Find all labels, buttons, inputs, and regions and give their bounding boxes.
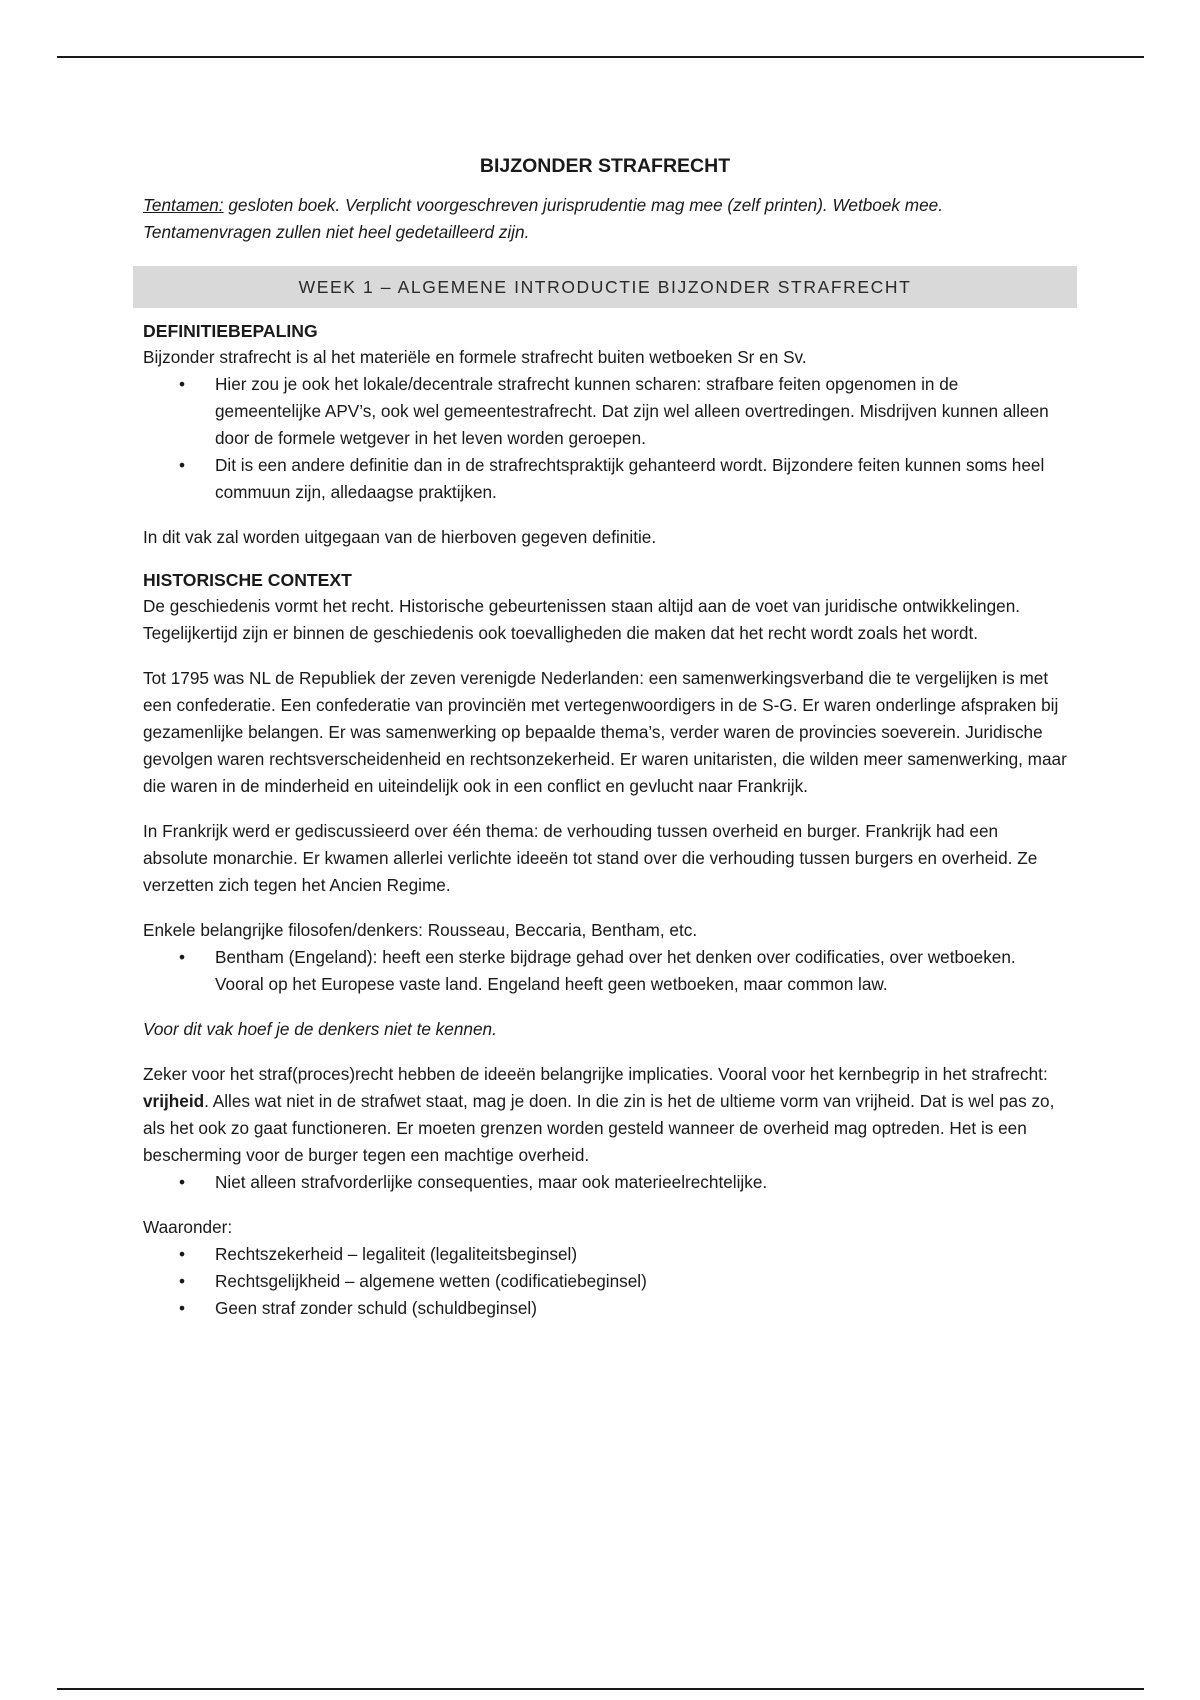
definitie-text: Bijzonder strafrecht is al het materiële en formele strafrecht buiten wetboeken Sr en Sv.: [143, 347, 807, 367]
beginselen-bullets: [143, 1241, 1067, 1322]
p6-text-b: . Alles wat niet in de strafwet staat, mag je doen. In die zin is het de ultieme vorm van vrijheid. Dat is wel pas zo, als het ook zo gaat functioneren. Er moeten grenzen worden gesteld wanneer de overheid mag optreden. Het is een bescherming voor de burger tegen een machtige overheid.: [143, 1091, 1055, 1165]
p6-text-a: Zeker voor het straf(proces)recht hebben de ideeën belangrijke implicaties. Vooral voor het kernbegrip in het strafrecht:: [143, 1064, 1048, 1084]
hist-paragraph-5: Voor dit vak hoef je de denkers niet te kennen.: [143, 1019, 497, 1039]
list-item: • Dit is een andere definitie dan in de strafrechtspraktijk gehanteerd wordt. Bijzondere feiten kunnen soms heel commuun zijn, alledaagse praktijken.: [215, 452, 1067, 506]
hist-paragraph-3: In Frankrijk werd er gediscussieerd over één thema: de verhouding tussen overheid en burger. Frankrijk had een absolute monarchie. Er kwamen allerlei verlichte ideeën tot stand over die verhouding tussen burgers en overheid. Ze verzetten zich tegen het Ancien Regime.: [143, 821, 1038, 895]
section-heading-definitie: DEFINITIEBEPALING: [143, 321, 318, 341]
list-item: • Niet alleen strafvorderlijke consequenties, maar ook materieelrechtelijke.: [215, 1169, 1067, 1196]
list-item: • Geen straf zonder schuld (schuldbeginsel): [215, 1295, 1067, 1322]
document-body: [143, 152, 1067, 1322]
list-item: • Hier zou je ook het lokale/decentrale strafrecht kunnen scharen: strafbare feiten opgenomen in de gemeentelijke APV’s, ook wel gemeentestrafrecht. Dat zijn wel alleen overtredingen. Misdrijven kunnen alleen door de formele wetgever in het leven worden geroepen.: [215, 371, 1067, 452]
keyword-vrijheid: vrijheid: [143, 1091, 205, 1111]
hist-paragraph-4: Enkele belangrijke filosofen/denkers: Rousseau, Beccaria, Bentham, etc.: [143, 920, 698, 940]
hist-paragraph-7: Waaronder:: [143, 1217, 233, 1237]
top-rule: [57, 56, 1144, 58]
list-item: • Rechtszekerheid – legaliteit (legaliteitsbeginsel): [215, 1241, 1067, 1268]
hist-paragraph-6: [143, 1061, 1067, 1169]
definitie-bullets: [143, 371, 1067, 506]
list-item: • Bentham (Engeland): heeft een sterke bijdrage gehad over het denken over codificaties, over wetboeken. Vooral op het Europese vaste land. Engeland heeft geen wetboeken, maar common law.: [215, 944, 1067, 998]
bottom-rule: [57, 1688, 1144, 1690]
document-title: BIJZONDER STRAFRECHT: [479, 155, 731, 177]
consequenties-bullets: [143, 1169, 1067, 1196]
definitie-after: In dit vak zal worden uitgegaan van de hierboven gegeven definitie.: [143, 527, 657, 547]
week-header: WEEK 1 – ALGEMENE INTRODUCTIE BIJZONDER STRAFRECHT: [133, 266, 1077, 308]
section-heading-historische-context: HISTORISCHE CONTEXT: [143, 570, 352, 590]
denkers-bullets: [143, 944, 1067, 998]
intro-label: Tentamen:: [143, 195, 224, 215]
hist-paragraph-2: Tot 1795 was NL de Republiek der zeven verenigde Nederlanden: een samenwerkingsverband die te vergelijken is met een confederatie. Een confederatie van provinciën met vertegenwoordigers in de S-G. Er waren onderlinge afspraken bij gezamenlijke belangen. Er was samenwerking op bepaalde thema’s, verder waren de provincies soeverein. Juridische gevolgen waren rechtsverscheidenheid en rechtsonzekerheid. Er waren unitaristen, die wilden meer samenwerking, maar die waren in de minderheid en uiteindelijk ook in een conflict en gevlucht naar Frankrijk.: [143, 668, 1067, 796]
list-item: • Rechtsgelijkheid – algemene wetten (codificatiebeginsel): [215, 1268, 1067, 1295]
hist-paragraph-1: De geschiedenis vormt het recht. Historische gebeurtenissen staan altijd aan de voet van juridische ontwikkelingen. Tegelijkertijd zijn er binnen de geschiedenis ook toevalligheden die maken dat het recht wordt zoals het wordt.: [143, 596, 1021, 643]
intro-paragraph: [143, 192, 1067, 246]
intro-text: gesloten boek. Verplicht voorgeschreven jurisprudentie mag mee (zelf printen). Wetboek mee. Tentamenvragen zullen niet heel gedetailleerd zijn.: [143, 195, 943, 242]
